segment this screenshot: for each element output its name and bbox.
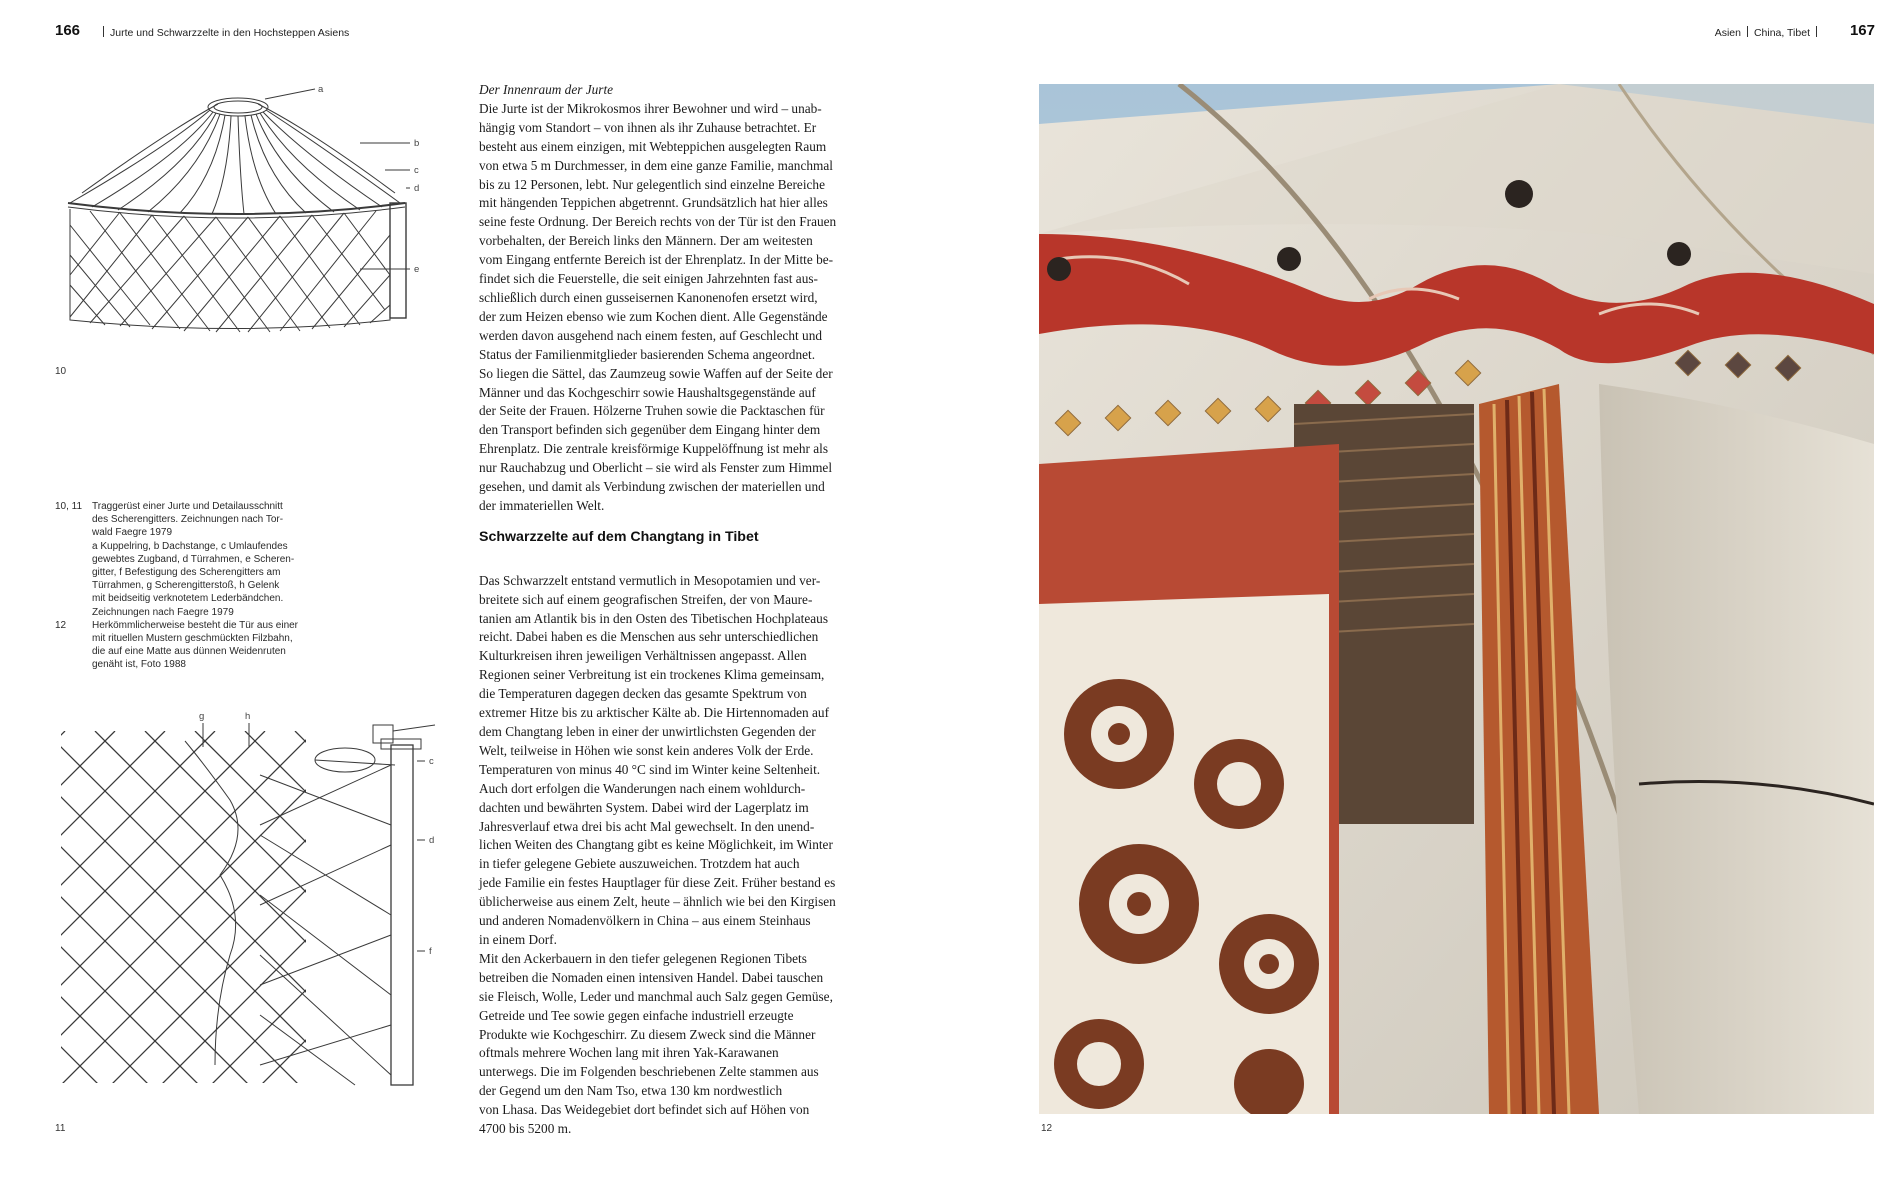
caption-line: mit beidseitig verknotetem Lederbändchen. xyxy=(92,593,284,605)
text-line: dem Changtang leben in einer der unwirtlichsten Gegenden der xyxy=(479,724,816,739)
text-line: seine feste Ordnung. Der Bereich rechts von der Tür ist den Frauen xyxy=(479,214,837,230)
caption-number: 10, 11 xyxy=(55,501,83,512)
text-line: gesehen, und damit als Verbindung zwischen der materiellen und xyxy=(479,479,825,495)
text-line: oftmals mehrere Wochen lang mit ihren Yak-Karawanen xyxy=(479,1045,779,1061)
fig11-label-c: c xyxy=(429,756,434,767)
left-running-head xyxy=(97,26,349,39)
header-separator xyxy=(1816,26,1817,37)
text-line: die Temperaturen dagegen decken das gesamte Spektrum von xyxy=(479,686,807,702)
text-line: von Lhasa. Das Weidegebiet dort befindet sich auf Höhen von xyxy=(479,1102,810,1118)
text-line: sie Fleisch, Wolle, Leder und manchmal auch Salz gegen Gemüse, xyxy=(479,988,833,1004)
text-line: der immateriellen Welt. xyxy=(479,497,605,513)
caption-line: genäht ist, Foto 1988 xyxy=(92,659,186,671)
fig11-label-h: h xyxy=(245,711,251,722)
caption-line: des Scherengitters. Zeichnungen nach Tor- xyxy=(92,514,284,526)
text-line: vom Eingang entfernte Bereich ist der Ehrenplatz. In der Mitte be- xyxy=(479,252,834,268)
subsection-label: China, Tibet xyxy=(1753,27,1810,39)
text-line: Auch dort erfolgen die Wanderungen nach einem wohldurch- xyxy=(479,780,806,796)
text-line: dachten und bewährten System. Dabei wird der Lagerplatz im xyxy=(479,799,809,815)
fig11-label-g: g xyxy=(199,711,205,722)
section-label: Asien xyxy=(1714,27,1741,39)
caption-line: die auf eine Matte aus dünnen Weidenruten xyxy=(92,646,286,658)
text-line: findet sich die Feuerstelle, die seit einigen Jahrzehnten fast aus- xyxy=(479,271,818,287)
subsection-title-text: Der Innenraum der Jurte xyxy=(479,82,614,97)
text-line: der Gegend um den Nam Tso, etwa 130 km nordwestlich xyxy=(479,1083,783,1099)
figure-12-number: 12 xyxy=(1041,1123,1053,1134)
text-line: Jahresverlauf etwa drei bis acht Mal gewechselt. In den unend- xyxy=(479,818,815,834)
section-heading: Schwarzzelte auf dem Changtang in Tibet xyxy=(479,528,759,545)
caption-line: gewebtes Zugband, d Türrahmen, e Scheren- xyxy=(92,553,295,565)
text-line: Das Schwarzzelt entstand vermutlich in Mesopotamien und ver- xyxy=(479,572,821,588)
text-line: extremer Hitze bis zu arktischer Kälte ab. Die Hirtennomaden auf xyxy=(479,705,830,721)
text-line: in tiefer gelegene Gebiete auszuweichen. Trotzdem hat auch xyxy=(479,856,800,872)
text-line: Getreide und Tee sowie gegen einfache industriell erzeugte xyxy=(479,1007,794,1023)
caption-10-11 xyxy=(55,500,375,619)
fig10-label-b: b xyxy=(414,138,420,149)
fig11-label-f: f xyxy=(429,946,432,957)
text-line: jede Familie ein festes Hauptlager für diese Zeit. Früher bestand es xyxy=(479,875,836,891)
text-line: schließlich durch einen gusseisernen Kanonenofen ersetzt wird, xyxy=(479,289,818,305)
text-line: betreiben die Nomaden einen intensiven Handel. Dabei tauschen xyxy=(479,969,824,985)
caption-number: 12 xyxy=(55,619,67,631)
text-line: bis zu 12 Personen, lebt. Nur gelegentlich sind einzelne Bereiche xyxy=(479,176,825,192)
left-page-number: 166 xyxy=(55,22,81,39)
caption-text xyxy=(92,619,298,672)
text-line: Status der Familienmitglieder basierenden Schema angeordnet. xyxy=(479,346,816,362)
figure-11-number: 11 xyxy=(55,1123,66,1134)
text-line: Temperaturen von minus 40 °C sind im Winter keine Seltenheit. xyxy=(479,761,821,777)
right-page-number: 167 xyxy=(1849,22,1875,39)
text-line: tanien am Atlantik bis in den Osten des Tibetischen Hochplateaus xyxy=(479,610,828,626)
yurt-door-photo xyxy=(1039,84,1874,1114)
text-line: Produkte wie Kochgeschirr. Zu diesem Zweck sind die Männer xyxy=(479,1026,816,1042)
figure-10-number: 10 xyxy=(55,366,67,377)
text-line: und anderen Nomadenvölkern in China – aus einem Steinhaus xyxy=(479,913,811,929)
paragraph-schwarzzelte xyxy=(479,572,889,1139)
caption-line: Türrahmen, g Scherengitterstoß, h Gelenk xyxy=(92,580,280,592)
text-line: nur Rauchabzug und Oberlicht – sie wird als Fenster zum Himmel xyxy=(479,460,833,476)
text-line: von etwa 5 m Durchmesser, in dem eine ganze Familie, manchmal xyxy=(479,157,833,173)
figure-captions xyxy=(55,500,375,672)
caption-line: Traggerüst einer Jurte und Detailausschnitt xyxy=(92,501,283,512)
text-line: der zum Heizen ebenso wie zum Kochen dient. Alle Gegenstände xyxy=(479,308,828,324)
text-line: unterwegs. Die im Folgenden beschriebenen Zelte stammen aus xyxy=(479,1064,819,1080)
yurt-frame-drawing xyxy=(60,85,445,345)
text-line: breitete sich auf einem geografischen Streifen, der von Maure- xyxy=(479,591,813,607)
text-line: Welt, teilweise in Höhen wie sonst kein anderes Volk der Erde. xyxy=(479,742,814,758)
fig10-label-c: c xyxy=(414,165,419,176)
text-line: Ehrenplatz. Die zentrale kreisförmige Kuppelöffnung ist mehr als xyxy=(479,441,829,457)
text-line: werden davon ausgehend nach einem festen, auf Geschlecht und xyxy=(479,327,822,343)
subsection-title xyxy=(479,81,889,100)
running-title: Jurte und Schwarzzelte in den Hochsteppen Asiens xyxy=(110,27,350,39)
fig10-label-d: d xyxy=(414,183,420,194)
caption-12 xyxy=(55,619,375,672)
header-separator xyxy=(1747,26,1748,37)
right-running-head xyxy=(1715,26,1823,39)
text-line: So liegen die Sättel, das Zaumzeug sowie Waffen auf der Seite der xyxy=(479,365,833,381)
text-line: vorbehalten, der Bereich links den Männern. Der am weitesten xyxy=(479,233,813,249)
caption-text xyxy=(92,500,294,619)
fig10-label-a: a xyxy=(318,85,324,95)
caption-line: wald Faegre 1979 xyxy=(92,527,173,539)
text-line: mit hängenden Teppichen abgetrennt. Grundsätzlich hat hier alles xyxy=(479,195,828,211)
text-line: Mit den Ackerbauern in den tiefer gelegenen Regionen Tibets xyxy=(479,950,807,966)
caption-line: Zeichnungen nach Faegre 1979 xyxy=(92,606,234,618)
header-separator xyxy=(103,26,104,37)
text-line: in einem Dorf. xyxy=(479,931,557,947)
fig10-label-e: e xyxy=(414,264,420,275)
text-line: üblicherweise aus einem Zelt, heute – ähnlich wie bei den Kirgisen xyxy=(479,894,836,910)
text-line: 4700 bis 5200 m. xyxy=(479,1121,572,1137)
paragraph-innenraum xyxy=(479,100,889,516)
caption-line: Herkömmlicherweise besteht die Tür aus einer xyxy=(92,619,299,631)
article-column xyxy=(479,81,889,1139)
text-line: der Seite der Frauen. Hölzerne Truhen sowie die Packtaschen für xyxy=(479,403,825,419)
text-line: besteht aus einem einzigen, mit Webteppichen ausgelegten Raum xyxy=(479,138,827,154)
fig11-label-d: d xyxy=(429,835,435,846)
text-line: Männer und das Kochgeschirr sowie Haushaltsgegenstände auf xyxy=(479,384,816,400)
lattice-detail-drawing xyxy=(55,705,475,1115)
caption-line: mit rituellen Mustern geschmückten Filzbahn, xyxy=(92,633,293,645)
text-line: den Transport befinden sich gegenüber dem Eingang hinter dem xyxy=(479,422,821,438)
text-line: Regionen seiner Verbreitung ist ein trockenes Klima gemeinsam, xyxy=(479,667,825,683)
text-line: lichen Weiten des Changtang gibt es keine Möglichkeit, im Winter xyxy=(479,837,833,853)
text-line: reicht. Dabei haben es die Menschen aus sehr unterschiedlichen xyxy=(479,629,819,645)
text-line: Kulturkreisen ihren jeweiligen Verhältnissen angepasst. Allen xyxy=(479,648,807,664)
caption-line: a Kuppelring, b Dachstange, c Umlaufendes xyxy=(92,540,288,552)
text-line: hängig vom Standort – von ihnen als ihr Zuhause betrachtet. Er xyxy=(479,119,817,135)
caption-line: gitter, f Befestigung des Scherengitters am xyxy=(92,567,281,579)
text-line: Die Jurte ist der Mikrokosmos ihrer Bewohner und wird – unab- xyxy=(479,100,822,116)
